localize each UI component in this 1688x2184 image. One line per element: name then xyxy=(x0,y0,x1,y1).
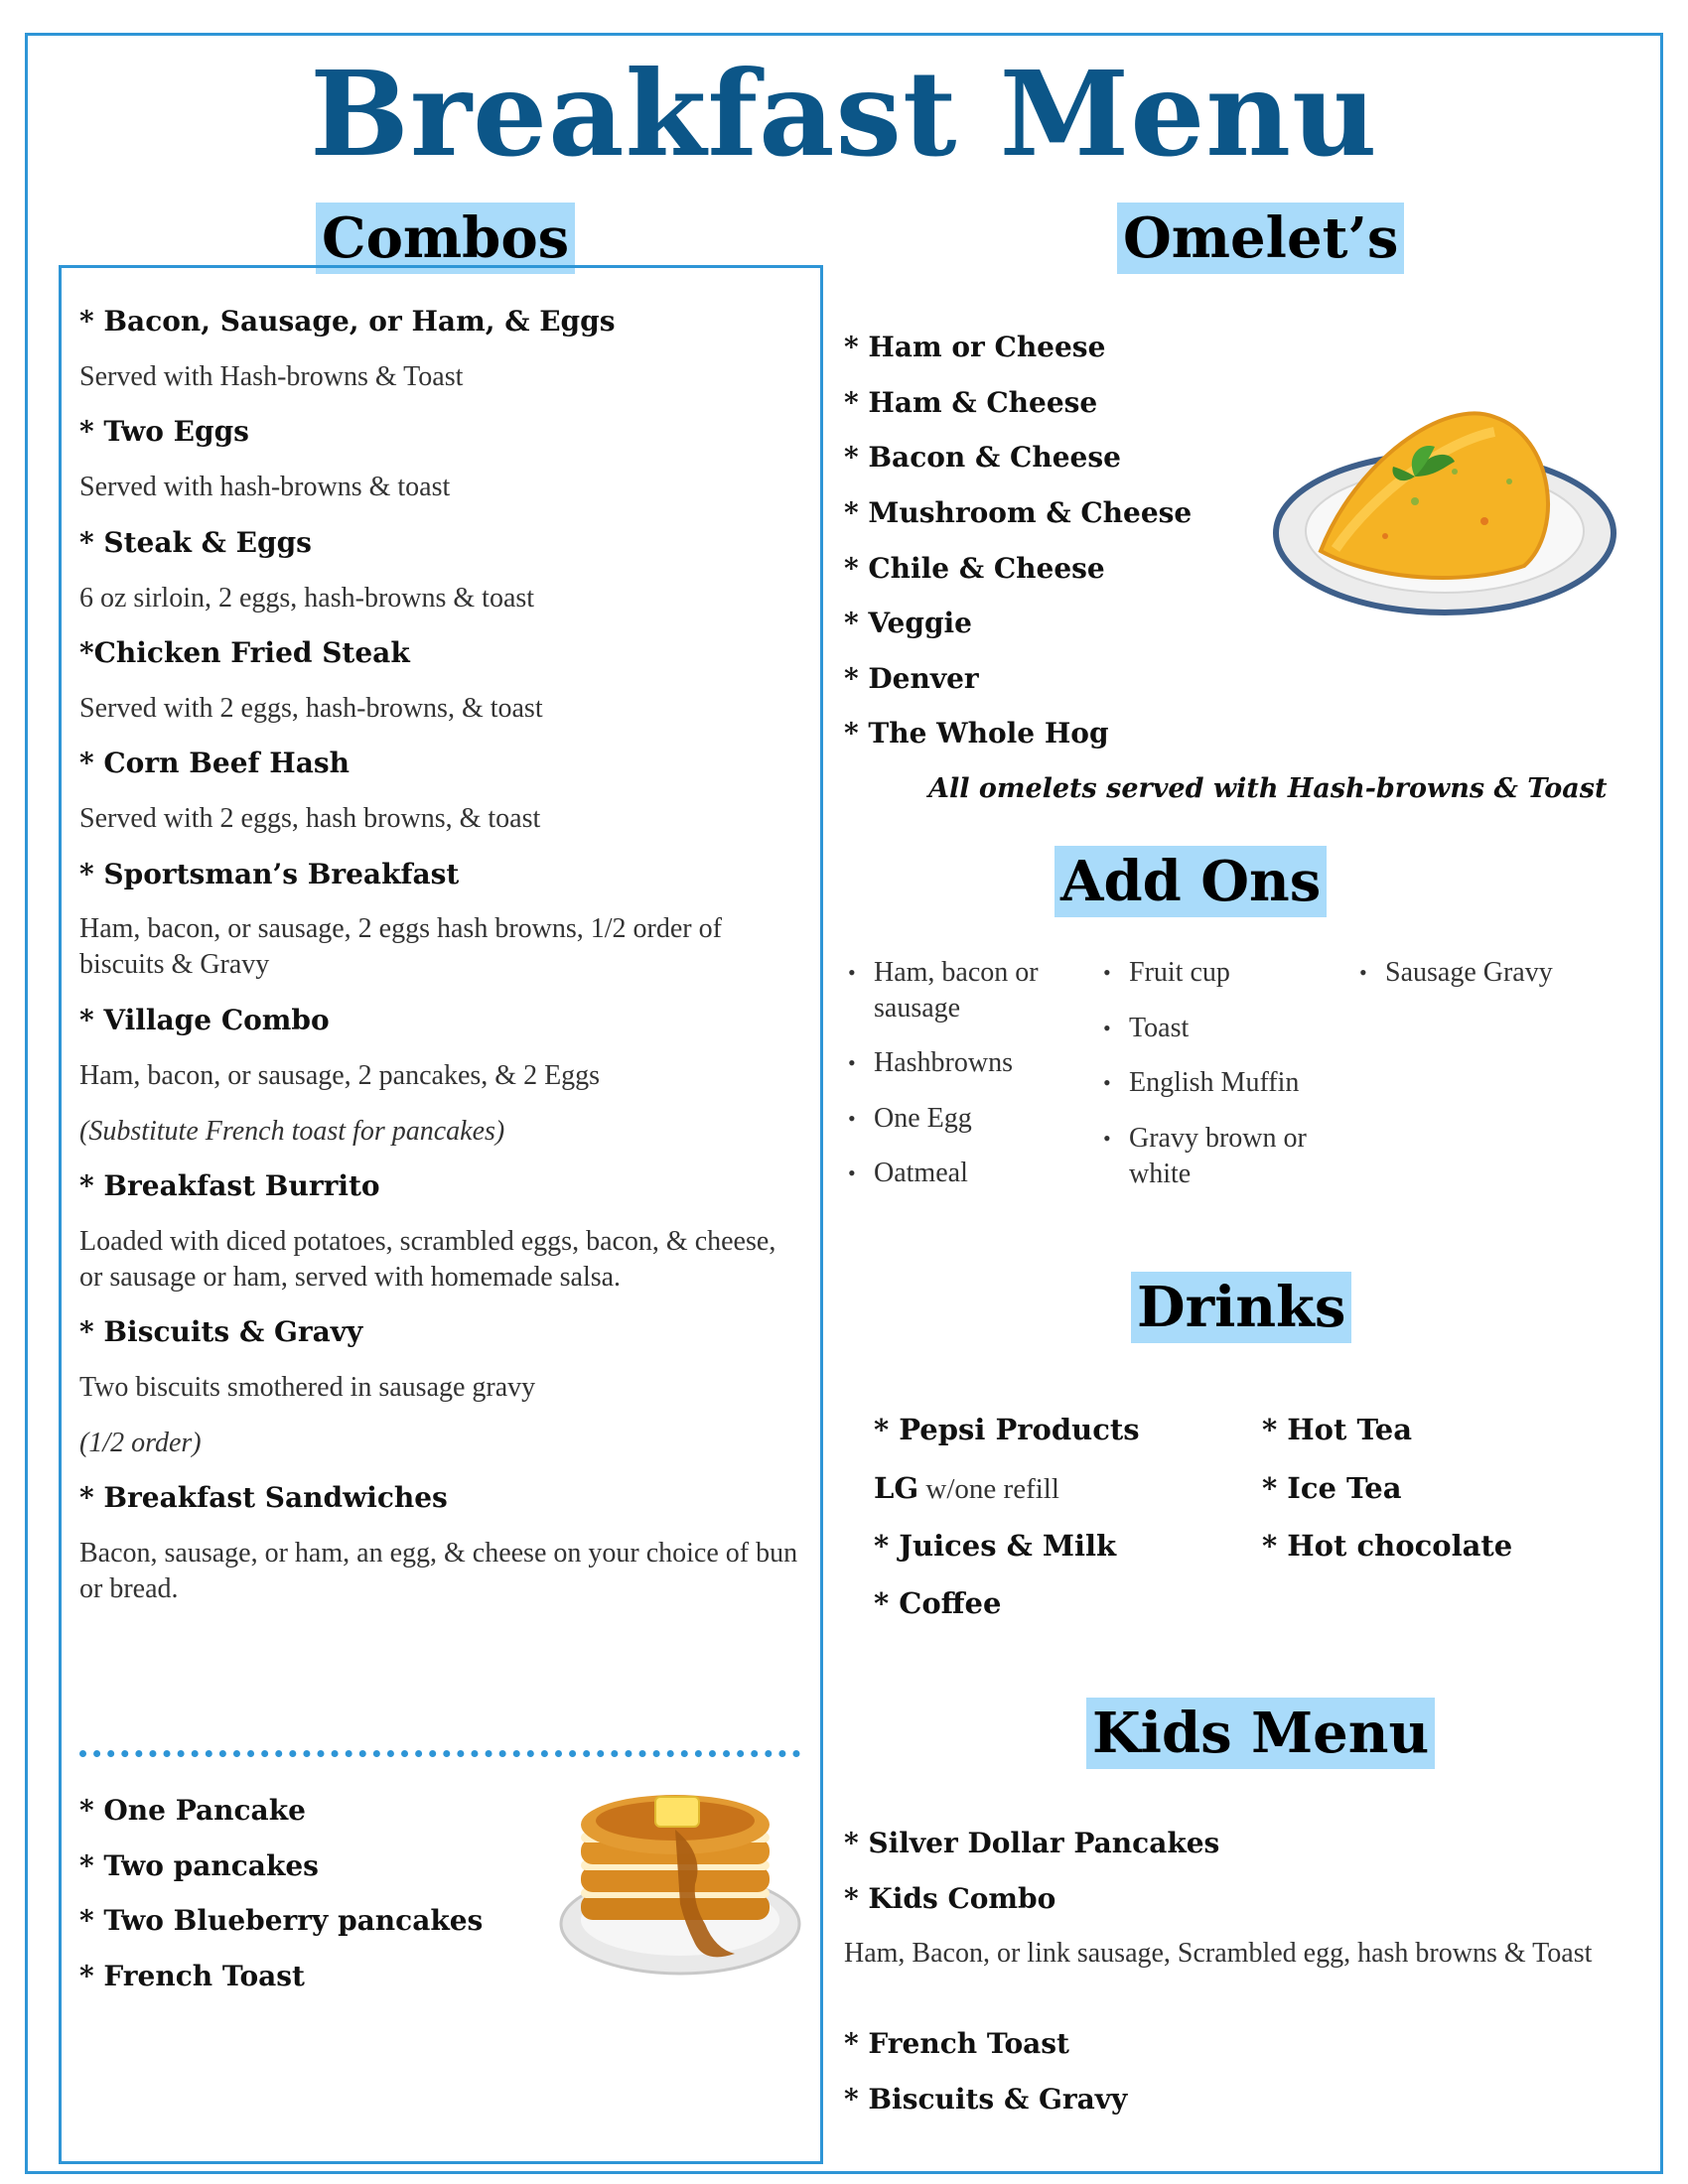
combo-item-desc: Ham, bacon, or sausage, 2 pancakes, & 2 Eggs xyxy=(79,1060,601,1091)
kids-heading: Kids Menu xyxy=(1086,1698,1435,1769)
combo-item-desc: Ham, bacon, or sausage, 2 eggs hash browns, 1/2 order of biscuits & Gravy xyxy=(79,913,722,980)
combo-item-name: * Two Eggs xyxy=(79,415,249,448)
combo-item-name: *Chicken Fried Steak xyxy=(79,636,410,669)
combo-item-name: * Bacon, Sausage, or Ham, & Eggs xyxy=(79,305,616,338)
omelet-item: * Ham & Cheese xyxy=(844,386,1098,419)
kids-item: * Silver Dollar Pancakes xyxy=(844,1827,1220,1859)
combo-item-name: * Breakfast Sandwiches xyxy=(79,1481,448,1514)
drink-size-desc: w/one refill xyxy=(918,1473,1059,1505)
addon-label: Hashbrowns xyxy=(874,1047,1013,1078)
addon-item: • Fruit cup xyxy=(1103,957,1230,988)
combo-item-note: (Substitute French toast for pancakes) xyxy=(79,1116,505,1147)
addon-label: Fruit cup xyxy=(1129,957,1230,988)
combo-item-name: * Steak & Eggs xyxy=(79,526,312,559)
addon-label: Ham, bacon or sausage xyxy=(874,957,1039,1024)
kids-item: * French Toast xyxy=(844,2027,1069,2060)
combos-heading: Combos xyxy=(316,203,575,274)
omelets-heading: Omelet’s xyxy=(1117,203,1404,274)
pancake-item: * One Pancake xyxy=(79,1794,306,1827)
combo-item-name: * Corn Beef Hash xyxy=(79,747,351,779)
addon-label: Toast xyxy=(1129,1013,1190,1043)
drink-item: * Coffee xyxy=(874,1586,1002,1620)
omelet-item: * Ham or Cheese xyxy=(844,331,1106,363)
omelet-item: * Bacon & Cheese xyxy=(844,441,1121,474)
omelet-item: * Veggie xyxy=(844,607,972,639)
combo-item-desc: Served with 2 eggs, hash-browns, & toast xyxy=(79,693,543,724)
addon-label: One Egg xyxy=(874,1103,972,1134)
omelet-item: * The Whole Hog xyxy=(844,717,1109,750)
kids-item-desc: Ham, Bacon, or link sausage, Scrambled egg, hash browns & Toast xyxy=(844,1938,1593,1969)
addon-item: • Toast xyxy=(1103,1013,1190,1043)
combo-item-desc: Served with Hash-browns & Toast xyxy=(79,361,464,392)
combo-item-desc: Bacon, sausage, or ham, an egg, & cheese on your choice of bun or bread. xyxy=(79,1538,798,1604)
combo-item-desc: 6 oz sirloin, 2 eggs, hash-browns & toast xyxy=(79,583,535,614)
drink-item: * Hot chocolate xyxy=(1262,1529,1513,1563)
addon-item: • Gravy brown or white xyxy=(1103,1123,1307,1189)
combo-item-note: (1/2 order) xyxy=(79,1428,202,1458)
addons-heading: Add Ons xyxy=(1055,846,1327,917)
addon-item: • Oatmeal xyxy=(848,1158,968,1188)
addon-item: • One Egg xyxy=(848,1103,972,1134)
drink-item: * Hot Tea xyxy=(1262,1413,1412,1446)
combo-item-desc: Served with hash-browns & toast xyxy=(79,472,451,502)
drink-size-label: LG xyxy=(874,1471,919,1505)
combo-item-name: * Sportsman’s Breakfast xyxy=(79,858,460,890)
pancake-stack-icon xyxy=(556,1775,804,1983)
addon-item: • Hashbrowns xyxy=(848,1047,1013,1078)
drink-item: * Ice Tea xyxy=(1262,1471,1402,1505)
combo-item-desc: Loaded with diced potatoes, scrambled eggs, bacon, & cheese, or sausage or ham, served with homemade salsa. xyxy=(79,1226,776,1293)
addon-label: Oatmeal xyxy=(874,1158,968,1188)
addon-item: • Sausage Gravy xyxy=(1359,957,1553,988)
combo-item-name: * Village Combo xyxy=(79,1004,330,1036)
drinks-heading: Drinks xyxy=(1131,1272,1351,1343)
omelet-plate-icon xyxy=(1266,402,1623,635)
pancake-item: * Two pancakes xyxy=(79,1849,319,1882)
page-title: Breakfast Menu xyxy=(310,45,1378,183)
omelet-item: * Denver xyxy=(844,662,979,695)
pancake-item: * French Toast xyxy=(79,1960,305,1992)
pancake-item: * Two Blueberry pancakes xyxy=(79,1904,484,1937)
combo-item-name: * Breakfast Burrito xyxy=(79,1169,380,1202)
combo-item-desc: Served with 2 eggs, hash browns, & toast xyxy=(79,803,541,834)
omelet-item: * Chile & Cheese xyxy=(844,552,1105,585)
omelets-note: All omelets served with Hash-browns & Toast xyxy=(928,773,1608,804)
drink-item: * Juices & Milk xyxy=(874,1529,1117,1563)
drink-item xyxy=(874,1470,1059,1507)
kids-item: * Biscuits & Gravy xyxy=(844,2083,1128,2116)
addon-label: English Muffin xyxy=(1129,1067,1300,1098)
combo-item-name: * Biscuits & Gravy xyxy=(79,1315,363,1348)
kids-item: * Kids Combo xyxy=(844,1882,1056,1915)
combo-item-desc: Two biscuits smothered in sausage gravy xyxy=(79,1372,536,1403)
addon-item: • English Muffin xyxy=(1103,1067,1300,1098)
addon-label: Gravy brown or white xyxy=(1129,1123,1307,1189)
drink-item: * Pepsi Products xyxy=(874,1413,1140,1446)
addon-label: Sausage Gravy xyxy=(1385,957,1553,988)
dotted-divider xyxy=(79,1750,800,1757)
omelet-item: * Mushroom & Cheese xyxy=(844,496,1193,529)
addon-item: • Ham, bacon or sausage xyxy=(848,957,1039,1024)
